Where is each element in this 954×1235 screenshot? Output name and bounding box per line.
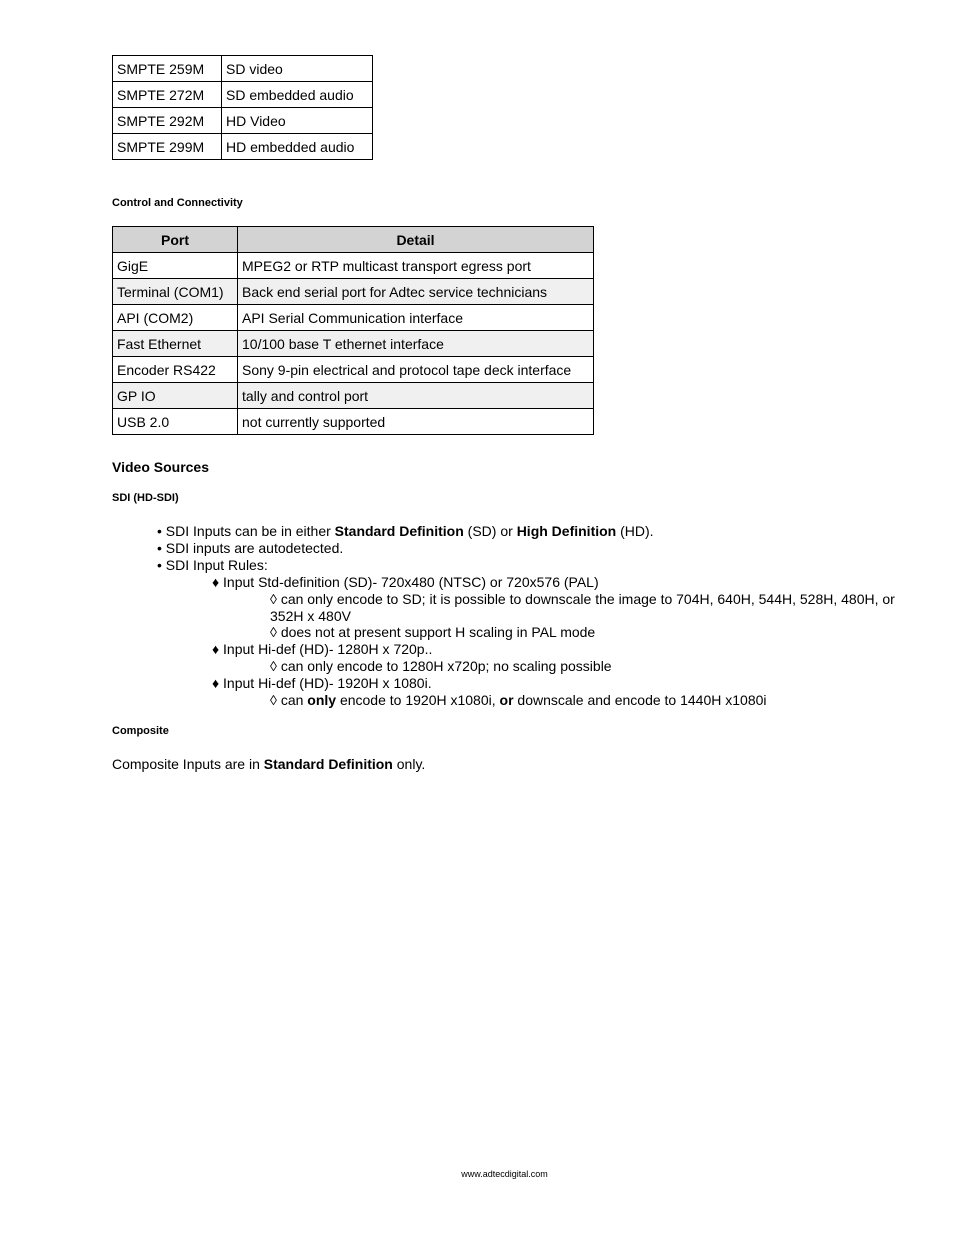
port-name-cell: Encoder RS422 xyxy=(113,357,238,383)
diamond-bullet-glyph: ♦ xyxy=(212,574,220,590)
standard-code-cell: SMPTE 259M xyxy=(113,56,222,82)
ports-table-row xyxy=(113,305,594,331)
lozenge-bullet-glyph: ◊ xyxy=(270,591,277,607)
port-detail-cell: tally and control port xyxy=(238,383,594,409)
bullet-glyph: • xyxy=(157,523,162,539)
standard-code-cell: SMPTE 292M xyxy=(113,108,222,134)
diamond-bullet-glyph: ♦ xyxy=(212,641,220,657)
port-name-cell: API (COM2) xyxy=(113,305,238,331)
sdi-heading: SDI (HD-SDI) xyxy=(112,492,179,504)
port-detail-cell: 10/100 base T ethernet interface xyxy=(238,331,594,357)
lozenge-bullet-glyph: ◊ xyxy=(270,624,277,640)
ports-table-header-row xyxy=(113,227,594,253)
standards-table-row xyxy=(113,108,373,134)
port-name-cell: GigE xyxy=(113,253,238,279)
ports-table-row xyxy=(113,331,594,357)
standards-table-row xyxy=(113,82,373,108)
smpte-standards-table xyxy=(112,55,373,160)
port-detail-cell: Back end serial port for Adtec service technicians xyxy=(238,279,594,305)
standards-table-row xyxy=(113,134,373,160)
standard-description-cell: SD video xyxy=(222,56,373,82)
bullet-glyph: • xyxy=(157,540,162,556)
port-name-cell: Terminal (COM1) xyxy=(113,279,238,305)
control-connectivity-heading: Control and Connectivity xyxy=(112,197,243,209)
standards-table-row xyxy=(113,56,373,82)
standard-code-cell: SMPTE 299M xyxy=(113,134,222,160)
footer-url: www.adtecdigital.com xyxy=(461,1169,548,1179)
lozenge-bullet-glyph: ◊ xyxy=(270,692,277,708)
standard-description-cell: HD Video xyxy=(222,108,373,134)
standard-code-cell: SMPTE 272M xyxy=(113,82,222,108)
port-name-cell: USB 2.0 xyxy=(113,409,238,435)
rule-hd-720-encode: ◊ can only encode to 1280H x720p; no scaling possible xyxy=(270,658,612,674)
sdi-bullet-definitions: • SDI Inputs can be in either Standard Definition (SD) or High Definition (HD). xyxy=(157,523,654,539)
rule-sd-downscale: ◊ can only encode to SD; it is possible to downscale the image to 704H, 640H, 544H, 528H, 480H, or 352H x 480V xyxy=(270,591,895,624)
rule-hd-720: ♦ Input Hi-def (HD)- 1280H x 720p.. xyxy=(212,641,433,657)
sdi-bullet-autodetect: • SDI inputs are autodetected. xyxy=(157,540,344,556)
composite-heading: Composite xyxy=(112,725,169,737)
rule-sd-input: ♦ Input Std-definition (SD)- 720x480 (NTSC) or 720x576 (PAL) xyxy=(212,574,599,590)
rule-hd-1080-encode: ◊ can only encode to 1920H x1080i, or downscale and encode to 1440H x1080i xyxy=(270,692,767,708)
detail-column-header: Detail xyxy=(238,227,594,253)
ports-table-row xyxy=(113,279,594,305)
sdi-bullet-rules: • SDI Input Rules: xyxy=(157,557,268,573)
ports-table-row xyxy=(113,409,594,435)
ports-table-row xyxy=(113,357,594,383)
port-detail-cell: Sony 9-pin electrical and protocol tape deck interface xyxy=(238,357,594,383)
bullet-glyph: • xyxy=(157,557,162,573)
port-detail-cell: not currently supported xyxy=(238,409,594,435)
lozenge-bullet-glyph: ◊ xyxy=(270,658,277,674)
standard-description-cell: HD embedded audio xyxy=(222,134,373,160)
rule-hd-1080: ♦ Input Hi-def (HD)- 1920H x 1080i. xyxy=(212,675,432,691)
diamond-bullet-glyph: ♦ xyxy=(212,675,220,691)
standard-description-cell: SD embedded audio xyxy=(222,82,373,108)
video-sources-heading: Video Sources xyxy=(112,459,210,475)
port-name-cell: Fast Ethernet xyxy=(113,331,238,357)
ports-table-row xyxy=(113,383,594,409)
port-detail-cell: MPEG2 or RTP multicast transport egress port xyxy=(238,253,594,279)
ports-table xyxy=(112,226,594,435)
ports-table-row xyxy=(113,253,594,279)
port-column-header: Port xyxy=(113,227,238,253)
port-name-cell: GP IO xyxy=(113,383,238,409)
composite-paragraph: Composite Inputs are in Standard Definition only. xyxy=(112,756,426,772)
port-detail-cell: API Serial Communication interface xyxy=(238,305,594,331)
rule-sd-pal: ◊ does not at present support H scaling in PAL mode xyxy=(270,624,596,640)
